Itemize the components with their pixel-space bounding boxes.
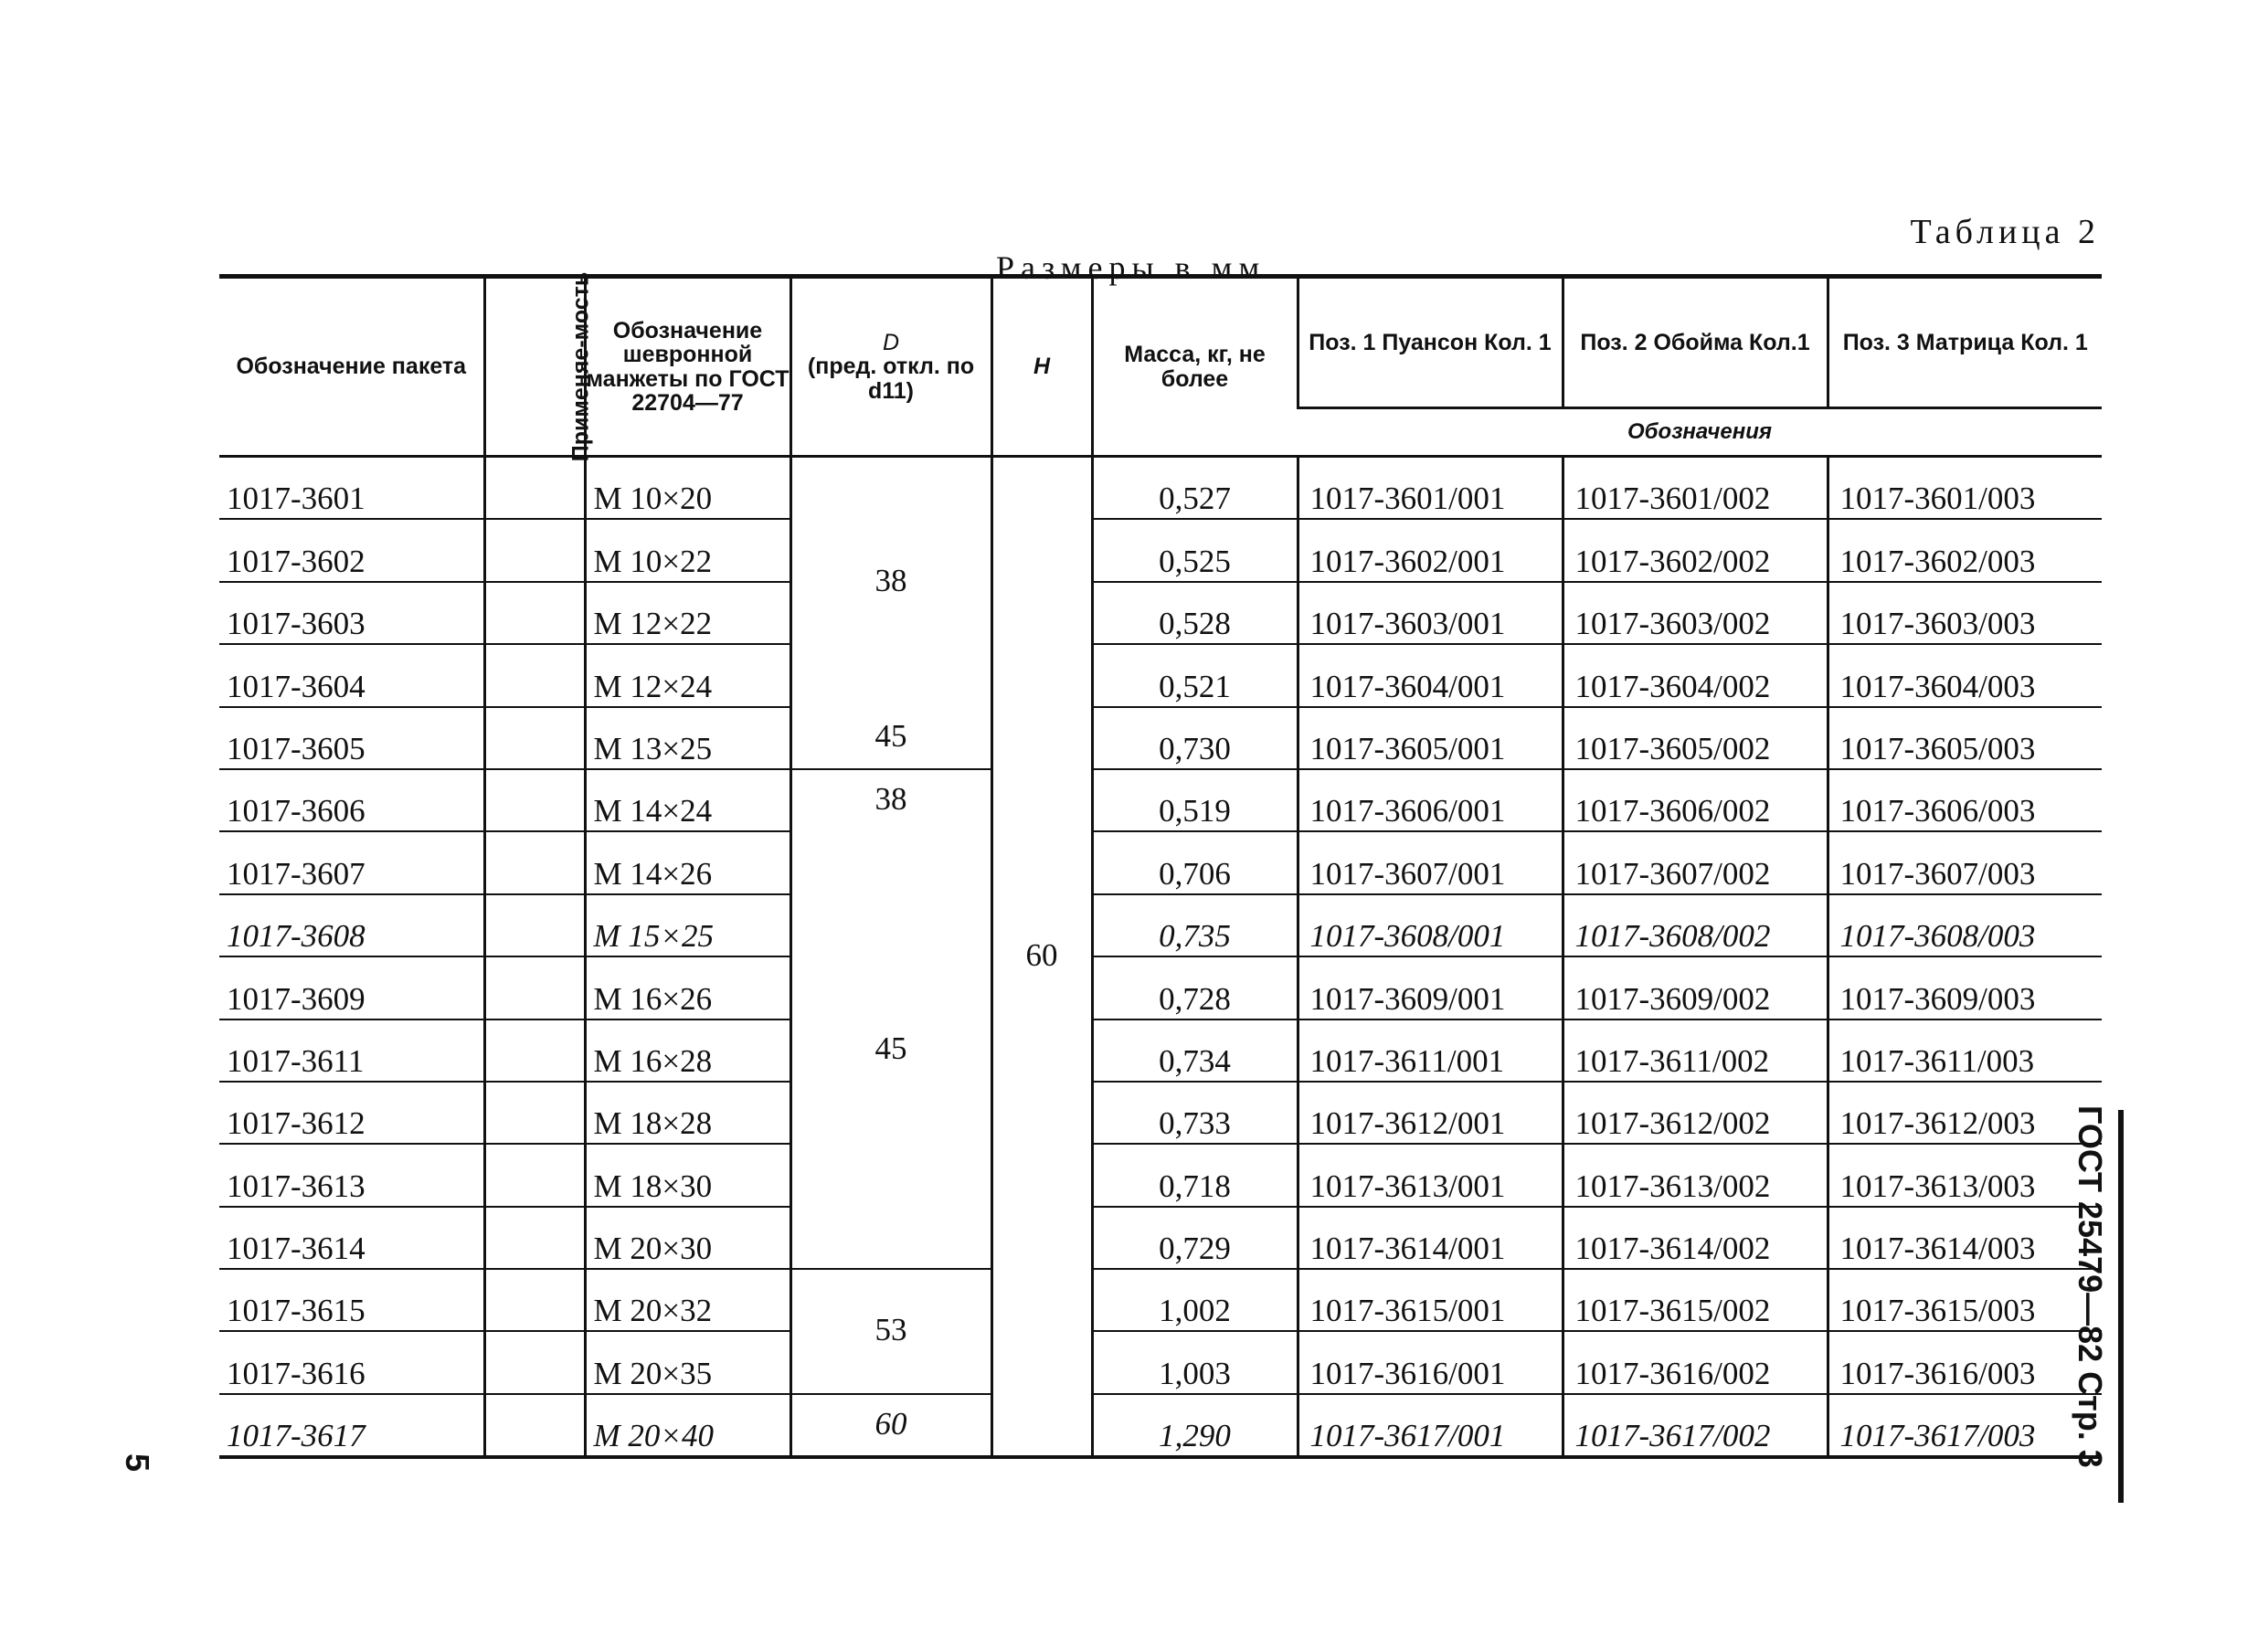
cuff-code: М 20×32 xyxy=(585,1269,790,1331)
table-row xyxy=(219,769,2102,831)
mass-value: 0,730 xyxy=(1092,707,1298,769)
table-row xyxy=(219,707,2102,769)
table-row xyxy=(219,644,2102,706)
pos2-code: 1017-3609/002 xyxy=(1563,956,1828,1019)
pos2-code: 1017-3615/002 xyxy=(1563,1269,1828,1331)
cuff-code: М 16×26 xyxy=(585,956,790,1019)
pos1-code: 1017-3614/001 xyxy=(1298,1207,1563,1269)
side-rule xyxy=(2118,1110,2124,1503)
cuff-code: М 12×22 xyxy=(585,582,790,644)
pos1-code: 1017-3615/001 xyxy=(1298,1269,1563,1331)
mass-value: 0,527 xyxy=(1092,457,1298,520)
d-value: 60 xyxy=(790,1394,991,1455)
table-row xyxy=(219,894,2102,956)
package-code: 1017-3601 xyxy=(219,457,484,520)
applicability-cell xyxy=(484,707,585,769)
applicability-cell xyxy=(484,831,585,893)
applicability-label: Применяе-мость xyxy=(567,272,593,462)
pos2-code: 1017-3605/002 xyxy=(1563,707,1828,769)
d-value: 45 xyxy=(790,707,991,769)
table-row xyxy=(219,831,2102,893)
cuff-code: М 14×24 xyxy=(585,769,790,831)
pos1-code: 1017-3609/001 xyxy=(1298,956,1563,1019)
col-header-designations: Обозначения xyxy=(1298,408,2102,457)
pos2-code: 1017-3612/002 xyxy=(1563,1082,1828,1144)
table-title: Таблица 2 xyxy=(1910,213,2100,251)
pos2-code: 1017-3617/002 xyxy=(1563,1394,1828,1455)
mass-value: 0,525 xyxy=(1092,519,1298,581)
cuff-code: М 18×30 xyxy=(585,1144,790,1206)
applicability-cell xyxy=(484,894,585,956)
pos1-code: 1017-3603/001 xyxy=(1298,582,1563,644)
package-code: 1017-3609 xyxy=(219,956,484,1019)
pos1-code: 1017-3607/001 xyxy=(1298,831,1563,893)
col-header-applicability xyxy=(484,272,593,462)
applicability-cell xyxy=(484,1331,585,1393)
table-row xyxy=(219,1394,2102,1455)
applicability-cell xyxy=(484,769,585,831)
table-row xyxy=(219,1082,2102,1144)
mass-value: 0,734 xyxy=(1092,1020,1298,1082)
applicability-cell xyxy=(484,644,585,706)
pos1-code: 1017-3604/001 xyxy=(1298,644,1563,706)
package-code: 1017-3608 xyxy=(219,894,484,956)
pos1-code: 1017-3606/001 xyxy=(1298,769,1563,831)
mass-value: 0,729 xyxy=(1092,1207,1298,1269)
pos3-code: 1017-3609/003 xyxy=(1828,956,2102,1019)
pos2-code: 1017-3601/002 xyxy=(1563,457,1828,520)
pos1-code: 1017-3617/001 xyxy=(1298,1394,1563,1455)
mass-value: 1,002 xyxy=(1092,1269,1298,1331)
table-row xyxy=(219,1144,2102,1206)
pos3-code: 1017-3616/003 xyxy=(1828,1331,2102,1393)
package-code: 1017-3602 xyxy=(219,519,484,581)
applicability-cell xyxy=(484,582,585,644)
package-code: 1017-3606 xyxy=(219,769,484,831)
col-header-pos1: Поз. 1 Пуансон Кол. 1 xyxy=(1298,279,1563,408)
package-code: 1017-3613 xyxy=(219,1144,484,1206)
pos1-code: 1017-3616/001 xyxy=(1298,1331,1563,1393)
col-header-d xyxy=(790,279,991,457)
pos3-code: 1017-3601/003 xyxy=(1828,457,2102,520)
cuff-code: М 18×28 xyxy=(585,1082,790,1144)
pos2-code: 1017-3613/002 xyxy=(1563,1144,1828,1206)
package-code: 1017-3615 xyxy=(219,1269,484,1331)
package-code: 1017-3614 xyxy=(219,1207,484,1269)
pos3-code: 1017-3607/003 xyxy=(1828,831,2102,893)
cuff-code: М 10×20 xyxy=(585,457,790,520)
data-table xyxy=(219,272,2102,1455)
table-row xyxy=(219,1207,2102,1269)
applicability-cell xyxy=(484,1207,585,1269)
d-note: (пред. откл. по d11) xyxy=(807,354,975,404)
table-row xyxy=(219,1020,2102,1082)
cuff-code: М 20×35 xyxy=(585,1331,790,1393)
applicability-cell xyxy=(484,457,585,520)
h-value: 60 xyxy=(991,457,1092,1456)
pos3-code: 1017-3602/003 xyxy=(1828,519,2102,581)
pos3-code: 1017-3611/003 xyxy=(1828,1020,2102,1082)
pos1-code: 1017-3602/001 xyxy=(1298,519,1563,581)
table-row xyxy=(219,519,2102,581)
package-code: 1017-3604 xyxy=(219,644,484,706)
table-row xyxy=(219,956,2102,1019)
pos2-code: 1017-3611/002 xyxy=(1563,1020,1828,1082)
pos1-code: 1017-3611/001 xyxy=(1298,1020,1563,1082)
pos3-code: 1017-3614/003 xyxy=(1828,1207,2102,1269)
package-code: 1017-3603 xyxy=(219,582,484,644)
mass-value: 0,735 xyxy=(1092,894,1298,956)
cuff-code: М 15×25 xyxy=(585,894,790,956)
table-row xyxy=(219,1269,2102,1331)
pos2-code: 1017-3614/002 xyxy=(1563,1207,1828,1269)
mass-value: 0,728 xyxy=(1092,956,1298,1019)
applicability-cell xyxy=(484,1020,585,1082)
pos3-code: 1017-3605/003 xyxy=(1828,707,2102,769)
table-row xyxy=(219,457,2102,520)
d-value: 45 xyxy=(790,831,991,1269)
pos3-code: 1017-3617/003 xyxy=(1828,1394,2102,1455)
cuff-code: М 13×25 xyxy=(585,707,790,769)
mass-value: 1,290 xyxy=(1092,1394,1298,1455)
pos3-code: 1017-3612/003 xyxy=(1828,1082,2102,1144)
d-value: 53 xyxy=(790,1269,991,1394)
table-row xyxy=(219,1331,2102,1393)
applicability-cell xyxy=(484,519,585,581)
pos3-code: 1017-3613/003 xyxy=(1828,1144,2102,1206)
table-row xyxy=(219,582,2102,644)
package-code: 1017-3612 xyxy=(219,1082,484,1144)
col-header-pos2: Поз. 2 Обойма Кол.1 xyxy=(1563,279,1828,408)
pos3-code: 1017-3615/003 xyxy=(1828,1269,2102,1331)
pos2-code: 1017-3616/002 xyxy=(1563,1331,1828,1393)
mass-value: 0,718 xyxy=(1092,1144,1298,1206)
pos3-code: 1017-3608/003 xyxy=(1828,894,2102,956)
sizes-note: Размеры в мм xyxy=(996,249,1266,286)
applicability-cell xyxy=(484,1394,585,1455)
pos1-code: 1017-3612/001 xyxy=(1298,1082,1563,1144)
mass-value: 0,733 xyxy=(1092,1082,1298,1144)
pos2-code: 1017-3606/002 xyxy=(1563,769,1828,831)
pos2-code: 1017-3604/002 xyxy=(1563,644,1828,706)
cuff-code: М 14×26 xyxy=(585,831,790,893)
d-title: D xyxy=(882,330,900,356)
cuff-code: М 16×28 xyxy=(585,1020,790,1082)
mass-value: 0,519 xyxy=(1092,769,1298,831)
package-code: 1017-3611 xyxy=(219,1020,484,1082)
package-code: 1017-3617 xyxy=(227,1418,366,1454)
package-code: 1017-3607 xyxy=(219,831,484,893)
col-header-pos3: Поз. 3 Матрица Кол. 1 xyxy=(1828,279,2102,408)
cuff-code: М 20×40 xyxy=(585,1394,790,1455)
col-header-package: Обозначение пакета xyxy=(219,279,484,457)
pos3-code: 1017-3604/003 xyxy=(1828,644,2102,706)
applicability-cell xyxy=(484,1082,585,1144)
package-code: 1017-3616 xyxy=(219,1331,484,1393)
side-standard-label: ГОСТ 25479—82 Стр. 3 xyxy=(2072,1105,2109,1468)
col-header-mass: Масса, кг, не более xyxy=(1092,279,1298,457)
applicability-cell xyxy=(484,956,585,1019)
pos3-code: 1017-3603/003 xyxy=(1828,582,2102,644)
pos1-code: 1017-3605/001 xyxy=(1298,707,1563,769)
cuff-code: М 12×24 xyxy=(585,644,790,706)
col-header-h: H xyxy=(991,279,1092,457)
applicability-cell xyxy=(484,1144,585,1206)
mass-value: 0,521 xyxy=(1092,644,1298,706)
col-header-cuff: Обозначение шевронной манжеты по ГОСТ 22704—77 xyxy=(585,279,790,457)
pos2-code: 1017-3607/002 xyxy=(1563,831,1828,893)
pos1-code: 1017-3608/001 xyxy=(1298,894,1563,956)
data-table-wrapper xyxy=(219,274,2102,1459)
mass-value: 0,528 xyxy=(1092,582,1298,644)
pos2-code: 1017-3603/002 xyxy=(1563,582,1828,644)
page-number: 5 xyxy=(119,1453,157,1473)
package-code: 1017-3605 xyxy=(219,707,484,769)
cuff-code: М 10×22 xyxy=(585,519,790,581)
d-value: 38 xyxy=(790,457,991,707)
pos2-code: 1017-3608/002 xyxy=(1563,894,1828,956)
mass-value: 0,706 xyxy=(1092,831,1298,893)
pos1-code: 1017-3613/001 xyxy=(1298,1144,1563,1206)
pos1-code: 1017-3601/001 xyxy=(1298,457,1563,520)
cuff-code: М 20×30 xyxy=(585,1207,790,1269)
pos2-code: 1017-3602/002 xyxy=(1563,519,1828,581)
applicability-cell xyxy=(484,1269,585,1331)
pos3-code: 1017-3606/003 xyxy=(1828,769,2102,831)
mass-value: 1,003 xyxy=(1092,1331,1298,1393)
d-value: 38 xyxy=(790,769,991,831)
